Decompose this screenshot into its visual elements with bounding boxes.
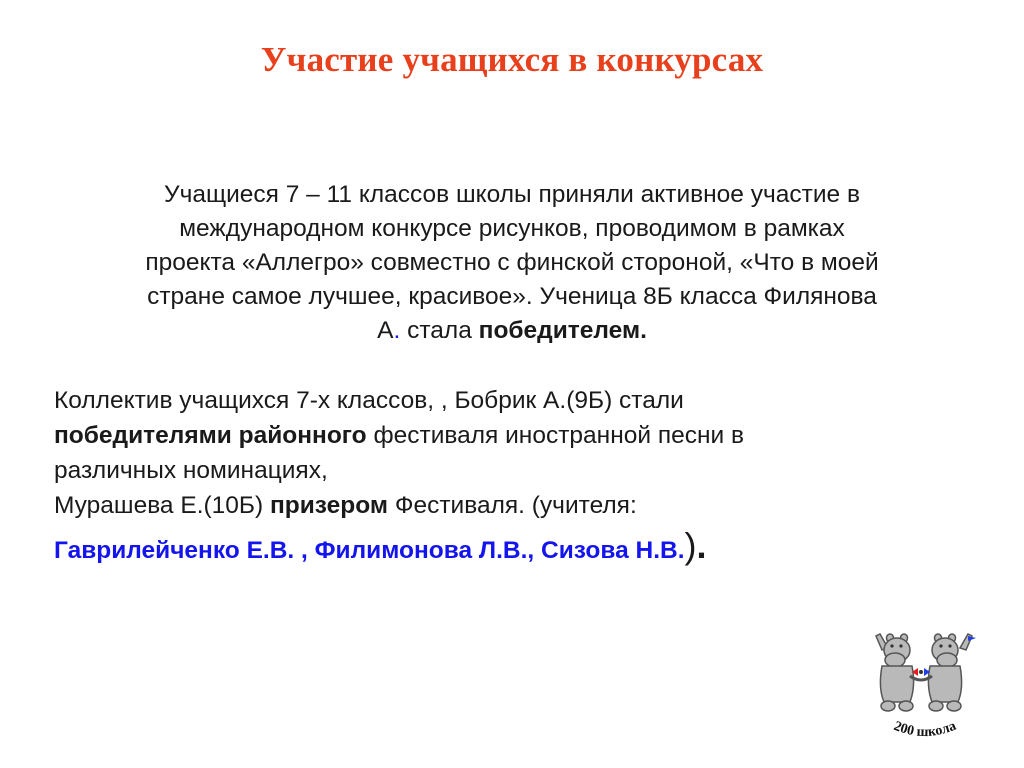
paragraph-art-contest <box>40 178 984 348</box>
para1-line5-text: стала <box>400 317 479 344</box>
para2-line3: различных номинациях, <box>54 457 328 484</box>
winner-label: победителем. <box>478 317 647 344</box>
closing-paren: ) <box>684 525 697 566</box>
para2-line4-text1: Мурашева Е.(10Б) <box>54 492 270 519</box>
para2-line1: Коллектив учащихся 7-х классов, , Бобрик А.(9Б) стали <box>54 387 684 414</box>
para1-line3: проекта «Аллегро» совместно с финской стороной, «Что в моей <box>145 249 879 276</box>
para1-line1: Учащиеся 7 – 11 классов школы приняли активное участие в <box>164 181 860 208</box>
slide-title: Участие учащихся в конкурсах <box>260 40 764 79</box>
prize-winner-label: призером <box>269 492 389 519</box>
teachers-dot: . <box>677 537 685 564</box>
teachers-names: Гаврилейченко Е.В. , Филимонова Л.В., Сизова Н.В <box>54 537 678 564</box>
para2-line2-text: фестиваля иностранной песни в <box>366 422 745 449</box>
para1-line4: стране самое лучшее, красивое». Ученица 8Б класса Филянова <box>147 283 877 310</box>
teachers-line <box>54 525 974 572</box>
winner-name-dot: . <box>393 317 401 344</box>
district-winners-label: победителями районного <box>54 422 367 449</box>
logo-label: 200 школа <box>891 718 959 741</box>
hippo-mascots-icon <box>868 628 980 748</box>
school-logo <box>868 628 980 748</box>
para2-line4-text2: Фестиваля. (учителя: <box>388 492 637 519</box>
winner-name: А <box>377 317 394 344</box>
final-dot: . <box>696 525 707 566</box>
paragraph-song-festival <box>54 383 974 572</box>
para1-line2: международном конкурсе рисунков, проводимом в рамках <box>179 215 845 242</box>
